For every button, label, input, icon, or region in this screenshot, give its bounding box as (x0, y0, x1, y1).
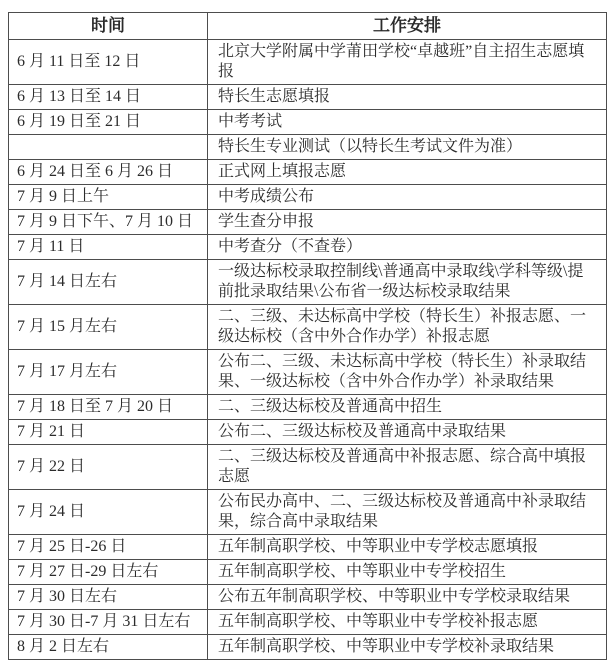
task-cell: 正式网上填报志愿 (208, 160, 607, 185)
time-cell: 6 月 24 日至 6 月 26 日 (9, 160, 208, 185)
time-cell: 7 月 30 日-7 月 31 日左右 (9, 610, 208, 635)
task-cell: 二、三级达标校及普通高中补报志愿、综合高中填报志愿 (208, 445, 607, 490)
task-cell: 二、三级达标校及普通高中招生 (208, 395, 607, 420)
time-cell: 7 月 9 日上午 (9, 185, 208, 210)
time-cell: 7 月 11 日 (9, 235, 208, 260)
table-row (9, 350, 607, 395)
header-row (9, 13, 607, 40)
task-cell: 特长生专业测试（以特长生考试文件为准） (208, 135, 607, 160)
task-cell: 中考成绩公布 (208, 185, 607, 210)
table-row (9, 535, 607, 560)
time-cell: 7 月 27 日-29 日左右 (9, 560, 208, 585)
table-row (9, 40, 607, 85)
task-cell: 公布二、三级、未达标高中学校（特长生）补录取结果、一级达标校（含中外合作办学）补录取结果 (208, 350, 607, 395)
time-cell: 7 月 14 日左右 (9, 260, 208, 305)
table-row (9, 395, 607, 420)
task-cell: 五年制高职学校、中等职业中专学校招生 (208, 560, 607, 585)
table-row (9, 635, 607, 660)
time-cell: 7 月 30 日左右 (9, 585, 208, 610)
task-cell: 五年制高职学校、中等职业中专学校补报志愿 (208, 610, 607, 635)
task-cell: 五年制高职学校、中等职业中专学校补录取结果 (208, 635, 607, 660)
time-cell (9, 135, 208, 160)
time-cell: 7 月 22 日 (9, 445, 208, 490)
table-row (9, 560, 607, 585)
task-cell: 一级达标校录取控制线\普通高中录取线\学科等级\提前批录取结果\公布省一级达标校录取结果 (208, 260, 607, 305)
task-cell: 公布二、三级达标校及普通高中录取结果 (208, 420, 607, 445)
time-cell: 7 月 15 月左右 (9, 305, 208, 350)
task-cell: 中考查分（不查卷） (208, 235, 607, 260)
table-row (9, 585, 607, 610)
time-header: 时间 (9, 13, 208, 40)
time-cell: 7 月 21 日 (9, 420, 208, 445)
task-header: 工作安排 (208, 13, 607, 40)
task-cell: 北京大学附属中学莆田学校“卓越班”自主招生志愿填报 (208, 40, 607, 85)
time-cell: 6 月 13 日至 14 日 (9, 85, 208, 110)
task-cell: 学生查分申报 (208, 210, 607, 235)
time-cell: 7 月 24 日 (9, 490, 208, 535)
table-row (9, 305, 607, 350)
time-cell: 7 月 9 日下午、7 月 10 日 (9, 210, 208, 235)
time-cell: 7 月 17 月左右 (9, 350, 208, 395)
table-row (9, 260, 607, 305)
table-row (9, 610, 607, 635)
table-row (9, 210, 607, 235)
time-cell: 7 月 18 日至 7 月 20 日 (9, 395, 208, 420)
table-row (9, 490, 607, 535)
table-row (9, 110, 607, 135)
table-row (9, 185, 607, 210)
time-cell: 6 月 19 日至 21 日 (9, 110, 208, 135)
task-cell: 中考考试 (208, 110, 607, 135)
task-cell: 二、三级、未达标高中学校（特长生）补报志愿、一级达标校（含中外合作办学）补报志愿 (208, 305, 607, 350)
time-cell: 6 月 11 日至 12 日 (9, 40, 208, 85)
table-row (9, 420, 607, 445)
task-cell: 特长生志愿填报 (208, 85, 607, 110)
task-cell: 公布五年制高职学校、中等职业中专学校录取结果 (208, 585, 607, 610)
table-row (9, 135, 607, 160)
table-row (9, 235, 607, 260)
time-cell: 8 月 2 日左右 (9, 635, 208, 660)
table-row (9, 160, 607, 185)
schedule-table (8, 12, 607, 660)
table-row (9, 85, 607, 110)
task-cell: 公布民办高中、二、三级达标校及普通高中补录取结果，综合高中录取结果 (208, 490, 607, 535)
table-row (9, 445, 607, 490)
time-cell: 7 月 25 日-26 日 (9, 535, 208, 560)
task-cell: 五年制高职学校、中等职业中专学校志愿填报 (208, 535, 607, 560)
